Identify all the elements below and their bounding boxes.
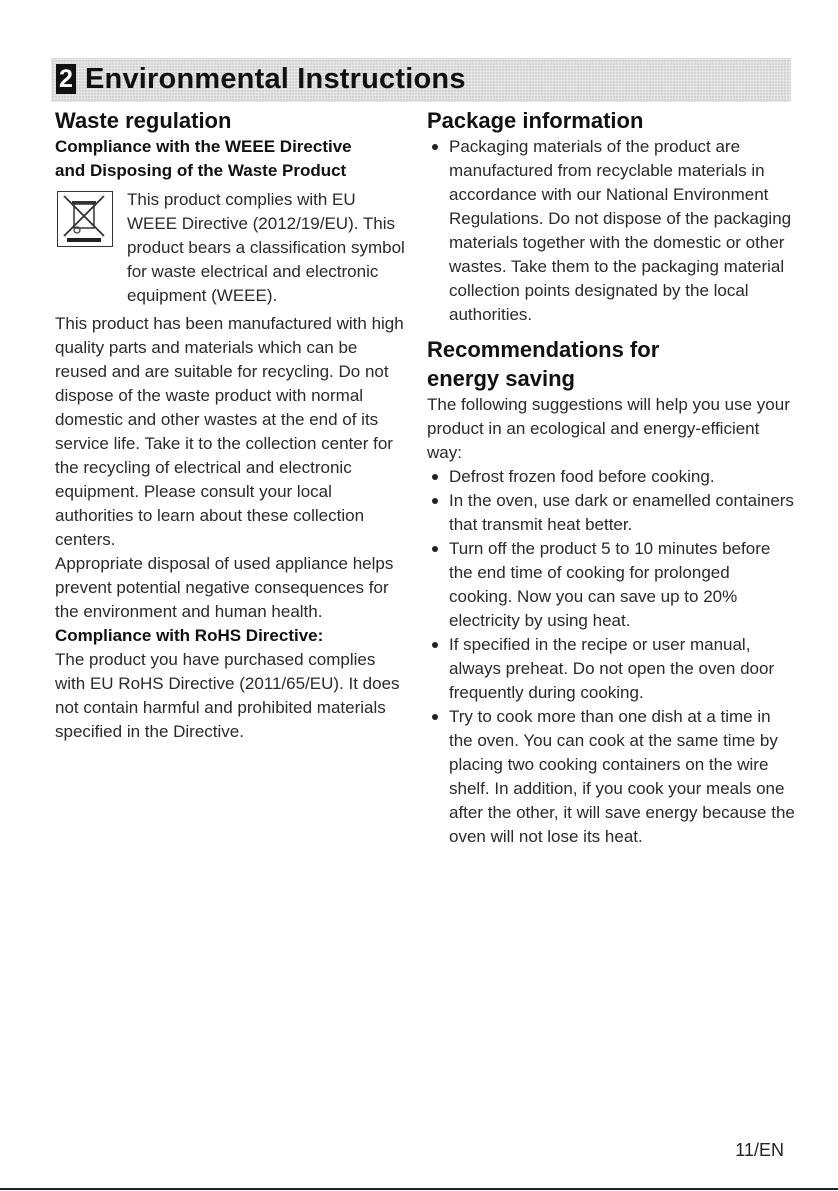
- weee-text: This product complies with EU WEEE Directive (2012/19/EU). This product bears a classification symbol for waste electrical and electronic equipment (WEEE).: [127, 190, 405, 305]
- energy-intro: The following suggestions will help you use your product in an ecological and energy-efficient way:: [427, 395, 790, 462]
- disposal-paragraph: Appropriate disposal of used appliance helps prevent potential negative consequences for the environment and human health.: [55, 554, 394, 621]
- bottom-rule: [0, 1188, 838, 1190]
- chapter-number: 2: [56, 64, 76, 94]
- left-column: [55, 106, 410, 744]
- package-list: [427, 135, 795, 327]
- energy-saving-heading: Recommendations for energy saving: [427, 337, 660, 391]
- chapter-title: Environmental Instructions: [85, 63, 466, 95]
- package-information-heading: Package information: [427, 108, 644, 133]
- crossed-out-wheelie-bin-icon: [57, 191, 113, 247]
- list-item: Try to cook more than one dish at a time in the oven. You can cook at the same time by placing two cooking containers on the wire shelf. In addition, if you cook your meals one after the other, it will save energy because the oven will not lose its heat.: [427, 705, 795, 849]
- list-item: Packaging materials of the product are manufactured from recyclable materials in accordance with our National Environment Regulations. Do not dispose of the packaging materials together with the domestic or other wastes. Take them to the packaging material collection points designated by the local authorities.: [427, 135, 795, 327]
- right-column: [427, 106, 795, 849]
- list-item: If specified in the recipe or user manual, always preheat. Do not open the oven door frequently during cooking.: [427, 633, 795, 705]
- waste-regulation-heading: Waste regulation: [55, 108, 232, 133]
- page-number: 11/EN: [735, 1140, 784, 1160]
- rohs-text: The product you have purchased complies with EU RoHS Directive (2011/65/EU). It does not contain harmful and prohibited materials specified in the Directive.: [55, 650, 400, 741]
- recycling-paragraph: This product has been manufactured with high quality parts and materials which can be reused and are suitable for recycling. Do not dispose of the waste product with normal domestic and other wastes at the end of its service life. Take it to the collection center for the recycling of electrical and electronic equipment. Please consult your local authorities to learn about these collection centers.: [55, 314, 404, 549]
- energy-list: [427, 465, 795, 849]
- list-item: In the oven, use dark or enamelled containers that transmit heat better.: [427, 489, 795, 537]
- weee-block: [55, 188, 410, 308]
- list-item: Turn off the product 5 to 10 minutes before the end time of cooking for prolonged cooking. Now you can save up to 20% electricity by using heat.: [427, 537, 795, 633]
- weee-subheading: Compliance with the WEEE Directive and Disposing of the Waste Product: [55, 137, 352, 180]
- list-item: Defrost frozen food before cooking.: [427, 465, 795, 489]
- rohs-heading: Compliance with RoHS Directive:: [55, 626, 324, 645]
